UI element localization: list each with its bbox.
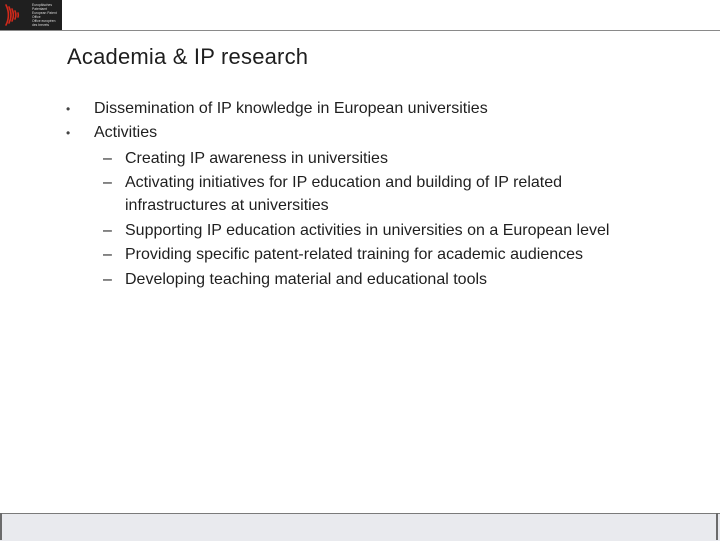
sub-bullet-item bbox=[94, 219, 655, 242]
sub-bullet-item bbox=[94, 147, 655, 170]
dash-marker: – bbox=[103, 270, 112, 288]
slide-title: Academia & IP research bbox=[67, 44, 309, 69]
sub-bullet-text: Creating IP awareness in universities bbox=[125, 149, 388, 167]
footer-right-edge bbox=[716, 513, 718, 540]
epo-logo-text: Europäisches Patentamt European Patent Office Office européen des brevets bbox=[32, 3, 57, 27]
dash-marker: – bbox=[103, 174, 112, 191]
bullet-text: Dissemination of IP knowledge in European universities bbox=[94, 100, 488, 117]
sub-bullet-text: Providing specific patent-related training for academic audiences bbox=[125, 246, 584, 263]
bullet-text: Activities bbox=[94, 124, 158, 141]
footer-bar bbox=[0, 513, 720, 541]
dash-marker: – bbox=[103, 149, 112, 167]
sub-bullet-item bbox=[94, 243, 655, 266]
bullet-item bbox=[0, 121, 720, 291]
sub-bullet-text: Activating initiatives for IP education and building of IP related infrastructures at universities bbox=[125, 174, 563, 214]
sub-bullet-text: Supporting IP education activities in universities on a European level bbox=[125, 221, 610, 239]
epo-logo-icon bbox=[2, 1, 30, 29]
sub-bullet-item bbox=[94, 268, 655, 291]
bullet-dot: • bbox=[66, 102, 71, 116]
sub-bullet-item bbox=[94, 171, 655, 217]
dash-marker: – bbox=[103, 246, 112, 263]
sub-bullet-list bbox=[94, 147, 720, 291]
sub-bullet-text: Developing teaching material and educational tools bbox=[125, 270, 488, 288]
header-divider bbox=[0, 30, 720, 31]
bullet-item bbox=[0, 97, 720, 121]
epo-logo bbox=[0, 0, 62, 30]
bullet-dot: • bbox=[66, 126, 71, 140]
footer-left-edge bbox=[0, 513, 2, 540]
bullet-list bbox=[0, 97, 720, 291]
dash-marker: – bbox=[103, 221, 112, 239]
